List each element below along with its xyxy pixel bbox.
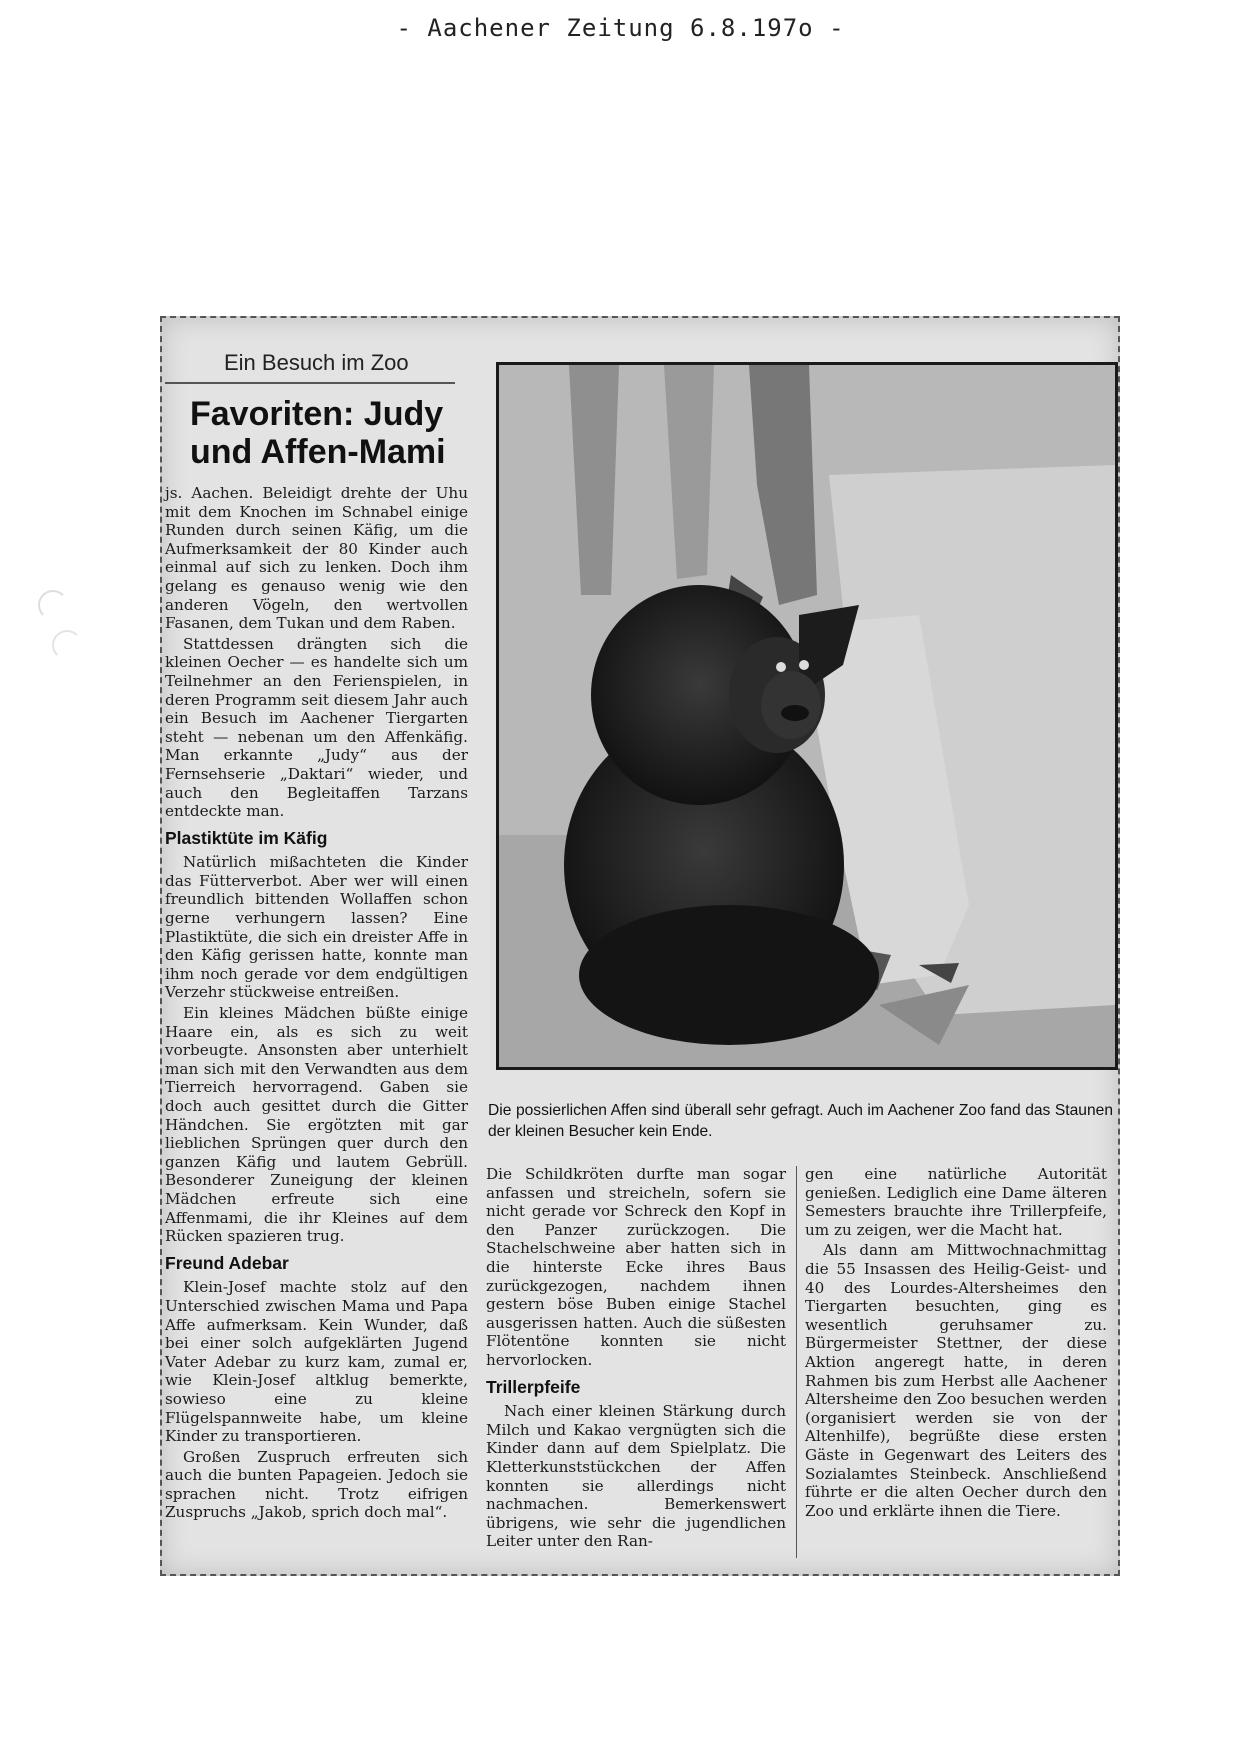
- headline-line-2: und Affen-Mami: [190, 433, 446, 471]
- article-column-1: [165, 484, 468, 1524]
- clipping-right-edge: [1118, 316, 1120, 1576]
- paragraph: Stattdessen drängten sich die kleinen Oecher — es handelte sich um Teilnehmer an den Ferienspielen, in deren Programm seit diesem Jahr auch ein Besuch im Aachener Tiergarten steht — nebenan um den Affenkäfig. Man erkannte „Judy“ aus der Fernsehserie „Daktari“ wieder, und auch den Begleitaffen Tarzans entdeckte man.: [165, 634, 468, 821]
- paragraph: Die Schildkröten durfte man sogar anfassen und streicheln, sofern sie nicht gerade vor Schreck den Kopf in den Panzer zurückzogen. Die Stachelschweine aber hatten sich in die hinterste Ecke ihres Baus zurückgezogen, nachdem ihnen gestern böse Buben einige Stachel ausgerissen hatten. Auch die süßesten Flötentöne konnten sie nicht hervorlocken.: [486, 1165, 786, 1369]
- column-rule: [796, 1166, 797, 1558]
- paragraph: Natürlich mißachteten die Kinder das Fütterverbot. Aber wer will einen freundlich bittenden Wollaffen schon gerne verhungern lassen? Eine Plastiktüte, die sich ein dreister Affe in den Käfig gerissen hatte, konnte man ihm noch gerade vor dem endgültigen Verzehr stückweise entreißen.: [165, 853, 468, 1002]
- paragraph: Ein kleines Mädchen büßte einige Haare ein, als es sich zu weit vorbeugte. Ansonsten aber unterhielt man sich mit den Verwandten aus dem Tierreich hervorragend. Gaben sie doch auch gesittet durch die Gitter Händchen. Sie ergötzten mit gar lieblichen Sprüngen quer durch den ganzen Käfig und lautem Gebrüll. Besonderer Zuneigung der kleinen Mädchen erfreute sich eine Affenmami, die ihr Kleines auf dem Rücken spazieren trug.: [165, 1004, 468, 1246]
- article-kicker: Ein Besuch im Zoo: [224, 350, 409, 375]
- punch-hole-mark-top: [38, 590, 68, 620]
- headline-line-1: Favoriten: Judy: [190, 395, 444, 433]
- paragraph: gen eine natürliche Autorität genießen. Lediglich eine Dame älteren Semesters brauchte ihre Trillerpfeife, um zu zeigen, wer die Macht hat.: [805, 1165, 1107, 1239]
- subheading: Plastiktüte im Käfig: [165, 827, 328, 848]
- archive-header: - Aachener Zeitung 6.8.197o -: [396, 14, 845, 42]
- paragraph: js. Aachen. Beleidigt drehte der Uhu mit dem Knochen im Schnabel einige Runden durch seinen Käfig, um die Aufmerksamkeit der 80 Kinder auch einmal auf sich zu lenken. Doch ihm gelang es genauso wenig wie den anderen Vögeln, den wertvollen Fasanen, dem Tukan und dem Raben.: [165, 484, 468, 633]
- article-column-3: [805, 1165, 1107, 1522]
- photo-caption: Die possierlichen Affen sind überall sehr gefragt. Auch im Aachener Zoo fand das Staunen der kleinen Besucher kein Ende.: [488, 1102, 1113, 1140]
- subheading: Trillerpfeife: [486, 1376, 581, 1397]
- paragraph: Nach einer kleinen Stärkung durch Milch und Kakao vergnügten sich die Kinder dann auf dem Spielplatz. Die Kletterkunststückchen der Affen konnten sie allerdings nicht nachmachen. Bemerkenswert übrigens, wie sehr die jugendlichen Leiter unter den Ran-: [486, 1402, 786, 1551]
- kicker-rule: [165, 382, 455, 384]
- gorilla-photo-illustration: [499, 365, 1115, 1067]
- article-column-2: [486, 1165, 786, 1553]
- paragraph: Als dann am Mittwochnachmittag die 55 Insassen des Heilig-Geist- und 40 des Lourdes-Altersheimes den Tiergarten besuchten, ging es wesentlich geruhsamer zu. Bürgermeister Stettner, der diese Aktion angeregt hatte, in deren Rahmen bis zum Herbst alle Aachener Altersheime den Zoo besuchen werden (organisiert werden sie von der Altenhilfe), begrüßte diese ersten Gäste in Gegenwart des Leiters des Sozialamtes Steinbeck. Anschließend führte er die alten Oecher durch den Zoo und erklärte ihnen die Tiere.: [805, 1241, 1107, 1520]
- photo: [496, 362, 1118, 1070]
- clipping-bottom-edge: [160, 1574, 1120, 1576]
- paragraph: Klein-Josef machte stolz auf den Unterschied zwischen Mama und Papa Affe aufmerksam. Kein Wunder, daß bei einer solch aufgeklärten Jugend Vater Adebar zu kurz kam, zumal er, wie Klein-Josef altklug bemerkte, sowieso eine zu kleine Flügelspannweite habe, um kleine Kinder zu transportieren.: [165, 1278, 468, 1446]
- subheading: Freund Adebar: [165, 1252, 289, 1273]
- punch-hole-mark-bottom: [52, 630, 82, 660]
- clipping-top-edge: [160, 316, 1120, 318]
- article-headline: [190, 395, 470, 471]
- paragraph: Großen Zuspruch erfreuten sich auch die bunten Papageien. Jedoch sie sprachen nicht. Trotz eifrigen Zuspruchs „Jakob, sprich doch mal“.: [165, 1447, 468, 1522]
- clipping-left-edge: [160, 316, 162, 1576]
